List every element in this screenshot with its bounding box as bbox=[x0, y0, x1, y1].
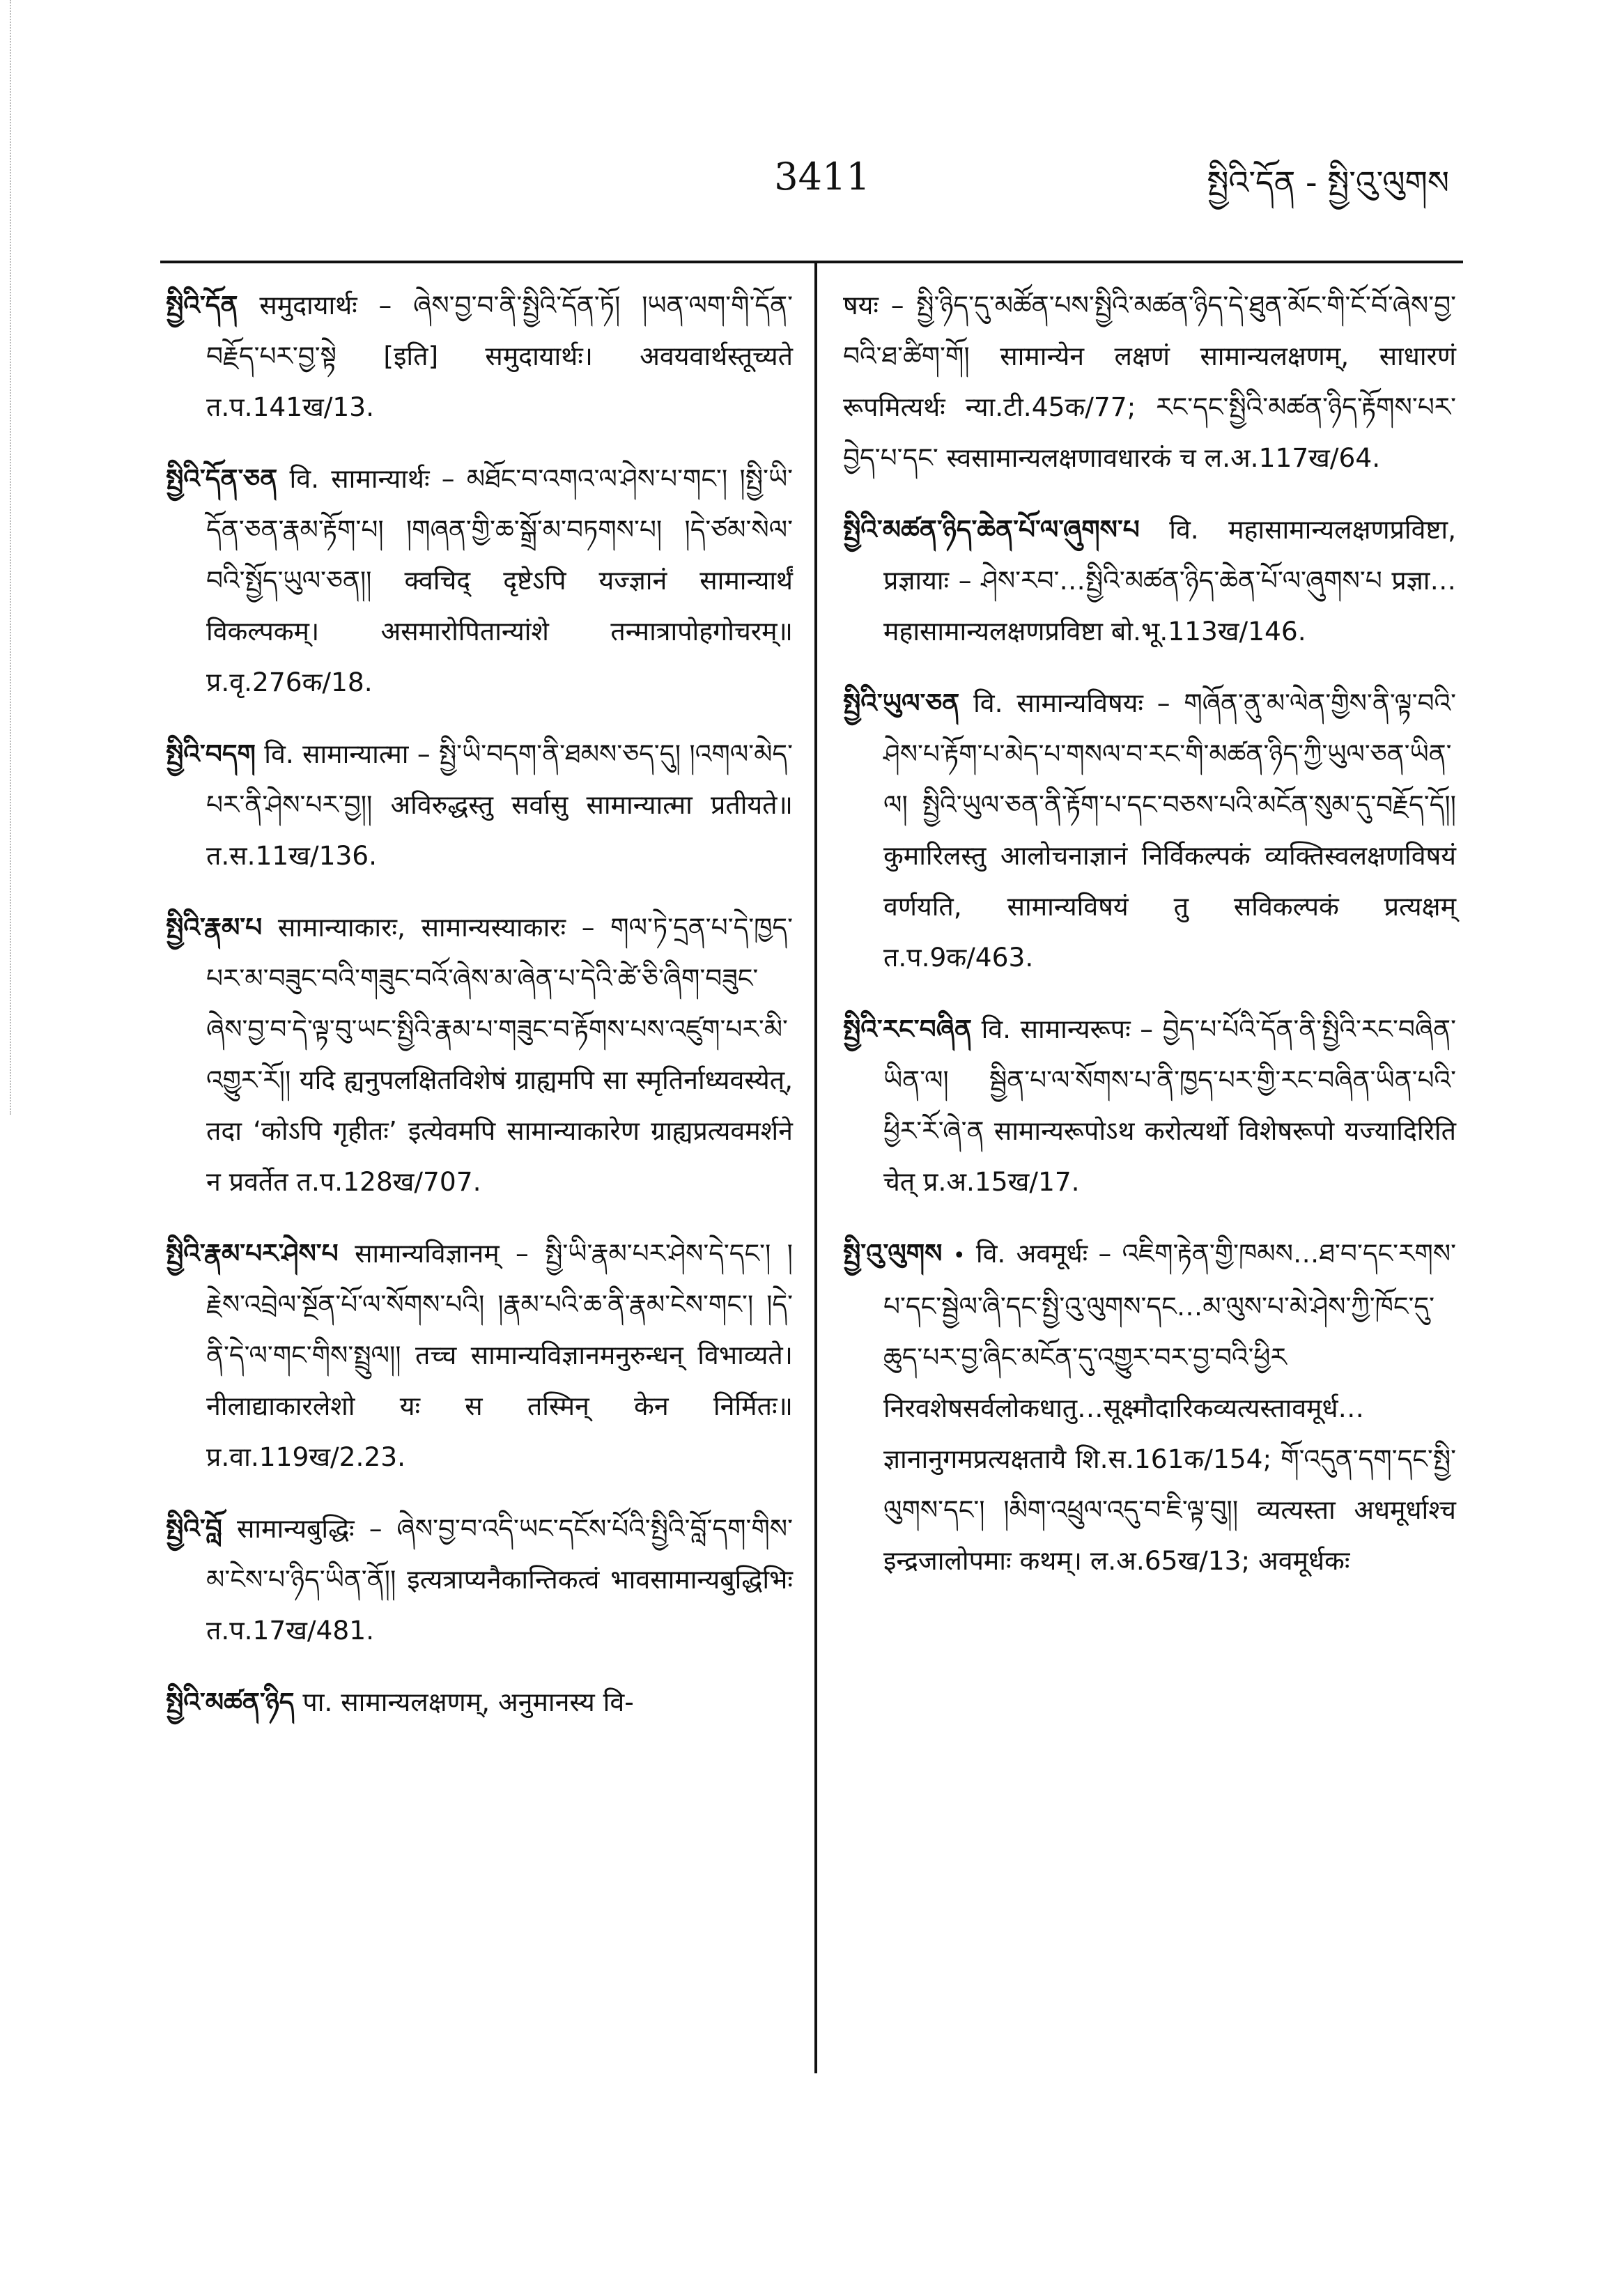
dictionary-entry bbox=[843, 1004, 1456, 1207]
scan-edge-specks bbox=[0, 0, 11, 1115]
dictionary-entry bbox=[166, 1503, 793, 1656]
entry-headword: སྤྱིའི་རྣམ་པ bbox=[166, 912, 263, 943]
dictionary-entry bbox=[843, 1228, 1456, 1586]
header-rule bbox=[160, 261, 1463, 263]
entry-definition: पा. सामान्यलक्षणम्, अनुमानस्य वि- bbox=[302, 1687, 634, 1717]
entry-definition: वि. सामान्यार्थः – མཐོང་བ་འགའ་ལ་ཤེས་པ་གང་། །སྤྱི་ཡི་དོན་ཅན་རྣམ་རྟོག་པ། །གཞན་གྱི་ཆ་སྒྲོ་མ་བཏགས་པ། །དེ་ཙམ་སེལ་བའི་སྤྱོད་ཡུལ་ཅན།། क्वचिद् दृष्टेऽपि यज्ज्ञानं सामान्यार्थं विकल्पकम्। असमारोपितान्यांशे तन्मात्रापोहगोचरम्॥ प्र.वृ.276क/18. bbox=[206, 463, 794, 697]
dictionary-entry bbox=[166, 280, 793, 433]
dictionary-entry bbox=[166, 1228, 793, 1483]
dictionary-entry-continued bbox=[843, 280, 1456, 483]
entry-definition: वि. सामान्यविषयः – གཞོན་ནུ་མ་ལེན་གྱིས་ནི་ལྟ་བའི་ཤེས་པ་རྟོག་པ་མེད་པ་གསལ་བ་རང་གི་མཚན་ཉིད་ཀྱི་ཡུལ་ཅན་ཡིན་ལ། སྤྱིའི་ཡུལ་ཅན་ནི་རྟོག་པ་དང་བཅས་པའི་མངོན་སུམ་དུ་བརྗོད་དོ།། कुमारिलस्तु आलोचनाज्ञानं निर्विकल्पकं व्यक्तिस्वलक्षणविषयं वर्णयति, सामान्यविषयं तु सविकल्पकं प्रत्यक्षम् त.प.9क/463. bbox=[883, 688, 1456, 973]
entry-headword: སྤྱིའི་རྣམ་པར་ཤེས་པ bbox=[166, 1238, 339, 1269]
entry-definition: समुदायार्थः – ཞེས་བྱ་བ་ནི་སྤྱིའི་དོན་ཏོ། །ཡན་ལག་གི་དོན་བརྗོད་པར་བྱ་སྟེ [इति] समुदायार्थः। अवयवार्थस्तूच्यते त.प.141ख/13. bbox=[206, 290, 794, 422]
dictionary-entry bbox=[166, 1677, 793, 1728]
dictionary-entry bbox=[166, 454, 793, 708]
entry-headword: སྤྱིའི་བདག bbox=[166, 738, 256, 769]
entry-definition: सामान्यबुद्धिः – ཞེས་བྱ་བ་འདི་ཡང་དངོས་པོའི་སྤྱིའི་བློ་དག་གིས་མ་ངེས་པ་ཉིད་ཡིན་ནོ།། इत्यत्राप्यनैकान्तिकत्वं भावसामान्यबुद्धिभिः त.प.17ख/481. bbox=[206, 1513, 793, 1646]
dictionary-entry bbox=[843, 678, 1456, 983]
entry-headword: སྤྱིའི་ཡུལ་ཅན bbox=[843, 688, 960, 718]
entry-headword: སྤྱི་འུ་ལུགས bbox=[843, 1238, 943, 1269]
entry-headword: སྤྱིའི་དོན་ཅན bbox=[166, 463, 278, 494]
entry-definition: सामान्याकारः, सामान्यस्याकारः – གལ་ཏེ་དྲན་པ་དེ་ཁྱད་པར་མ་བཟུང་བའི་གཟུང་བའོ་ཞེས་མ་ཞེན་པ་དེའི་ཚེ་ཅི་ཞིག་བཟུང་ཞེས་བྱ་བ་དེ་ལྟ་བུ་ཡང་སྤྱིའི་རྣམ་པ་གཟུང་བ་རྟོགས་པས་འཛུག་པར་མི་འགྱུར་རོ།། यदि ह्यनुपलक्षितविशेषं ग्राह्यमपि सा स्मृतिर्नाध्यवस्येत्, तदा ‘कोऽपि गृहीतः’ इत्येवमपि सामान्याकारेण ग्राह्यप्रत्यवमर्शने न प्रवर्तेत त.प.128ख/707. bbox=[206, 912, 794, 1197]
entry-headword: སྤྱིའི་བློ bbox=[166, 1513, 222, 1544]
entry-definition: वि. अवमूर्धः – འཇིག་རྟེན་གྱི་ཁམས…ཐ་བ་དང་རགས་པ་དང་སྦྱེལ་ཞི་དང་སྤྱི་འུ་ལུགས་དང…མ་ལུས་པ་མེ་ཤེས་ཀྱི་ཁོང་དུ་ཆུད་པར་བྱ་ཞིང་མངོན་དུ་འགྱུར་བར་བྱ་བའི་ཕྱིར निरवशेषसर्वलोकधातु…सूक्ष्मौदारिकव्यत्यस्तावमूर्ध…ज्ञानानुगमप्रत्यक्षतायै शि.स.161क/154; གོ་འདུན་དག་དང་སྤྱི་ལུགས་དང་། །མིག་འཕྲུལ་འདུ་བ་ཇི་ལྟ་བུ།། व्यत्यस्ता अधमूर्धाश्च इन्द्रजालोपमाः कथम्। ल.अ.65ख/13; अवमूर्धकः bbox=[883, 1238, 1456, 1576]
left-column bbox=[166, 280, 793, 1749]
entry-definition: सामान्यविज्ञानम् – སྤྱི་ཡི་རྣམ་པར་ཤེས་དེ་དང་། །རྗེས་འབྲེལ་སྔོན་པོ་ལ་སོགས་པའི། །རྣམ་པའི་ཆ་ནི་རྣམ་ངེས་གང་། །དེ་ནི་དེ་ལ་གང་གིས་སྤྲུལ།། तच्च सामान्यविज्ञानमनुरुन्धन् विभाव्यते। नीलाद्याकारलेशो यः स तस्मिन् केन निर्मितः॥ प्र.वा.119ख/2.23. bbox=[206, 1238, 793, 1472]
entry-definition: वि. महासामान्यलक्षणप्रविष्टा, प्रज्ञायाः – ཤེས་རབ་…སྤྱིའི་མཚན་ཉིད་ཆེན་པོ་ལ་ཞུགས་པ प्रज्ञा…महासामान्यलक्षणप्रविष्टा बो.भू.113ख/146. bbox=[883, 514, 1457, 647]
dictionary-entry bbox=[166, 729, 793, 881]
entry-definition: वि. सामान्यात्मा – སྤྱི་ཡི་བདག་ནི་ཐམས་ཅད་དུ། །འགལ་མེད་པར་ནི་ཤེས་པར་བྱ།། अविरुद्धस्तु सर्वासु सामान्यात्मा प्रतीयते॥ त.स.11ख/136. bbox=[206, 738, 793, 871]
entry-definition: षयः – སྤྱི་ཉིད་དུ་མཚོན་པས་སྤྱིའི་མཚན་ཉིད་དེ་ཐུན་མོང་གི་ངོ་བོ་ཞེས་བྱ་བའི་ཐ་ཚིག་གོ། सामान्येन लक्षणं सामान्यलक्षणम्, साधारणं रूपमित्यर्थः न्या.टी.45क/77; རང་དང་སྤྱིའི་མཚན་ཉིད་རྟོགས་པར་བྱེད་པ་དང་ स्वसामान्यलक्षणावधारकं च ल.अ.117ख/64. bbox=[843, 290, 1456, 473]
right-column bbox=[843, 280, 1456, 1607]
bullet-marker: • bbox=[952, 1244, 966, 1268]
entry-headword: སྤྱིའི་དོན bbox=[166, 290, 238, 320]
column-divider bbox=[814, 262, 817, 2073]
dictionary-entry bbox=[843, 504, 1456, 657]
entry-definition: वि. सामान्यरूपः – བྱེད་པ་པོའི་དོན་ནི་སྤྱིའི་རང་བཞིན་ཡིན་ལ། སྦྱིན་པ་ལ་སོགས་པ་ནི་ཁྱད་པར་གྱི་རང་བཞིན་ཡིན་པའི་ཕྱིར་རོ་ཞེ་ན सामान्यरूपोऽथ करोत्यर्थो विशेषरूपो यज्यादिरिति चेत् प्र.अ.15ख/17. bbox=[883, 1014, 1456, 1197]
running-head: སྤྱིའི་དོན - སྤྱི་འུ་ལུགས bbox=[1207, 164, 1449, 201]
entry-headword: སྤྱིའི་རང་བཞིན bbox=[843, 1014, 972, 1044]
entry-headword: སྤྱིའི་མཚན་ཉིད bbox=[166, 1687, 295, 1717]
dictionary-entry bbox=[166, 902, 793, 1207]
entry-headword: སྤྱིའི་མཚན་ཉིད་ཆེན་པོ་ལ་ཞུགས་པ bbox=[843, 514, 1140, 545]
page-number: 3411 bbox=[774, 155, 870, 199]
